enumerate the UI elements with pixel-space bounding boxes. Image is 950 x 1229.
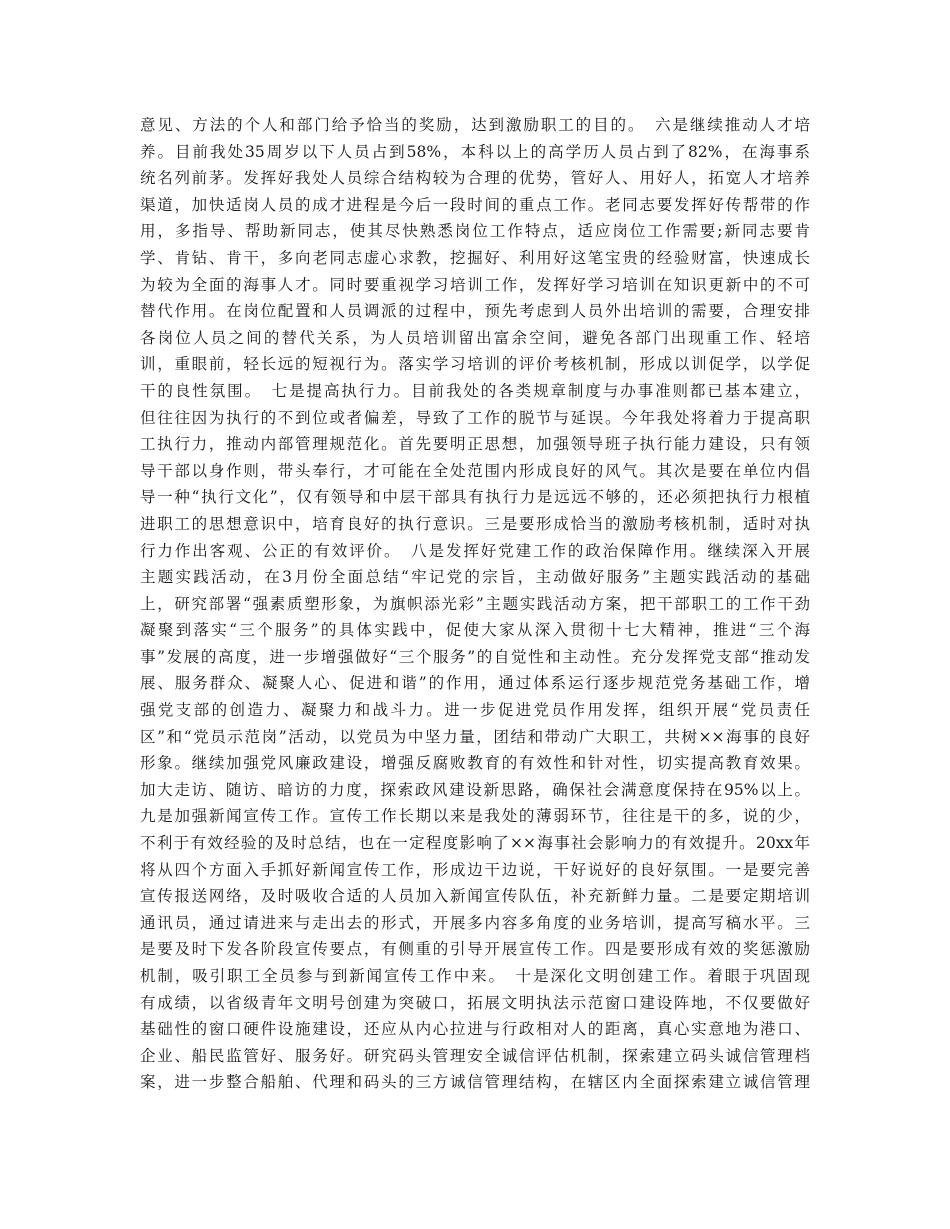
text-line: 将从四个方面入手抓好新闻宣传工作，形成边干边说，干好说好的良好氛围。一是要完善 — [140, 860, 810, 879]
text-line: 统名列前茅。发挥好我处人员综合结构较为合理的优势，管好人、用好人，拓宽人才培养 — [140, 169, 810, 188]
text-line: 上，研究部署“强素质塑形象，为旗帜添光彩”主题实践活动方案，把干部职工的工作干劲 — [140, 594, 810, 613]
text-line: 案，进一步整合船舶、代理和码头的三方诚信管理结构，在辖区内全面探索建立诚信管理 — [140, 1073, 810, 1092]
text-line: 有成绩，以省级青年文明号创建为突破口，拓展文明执法示范窗口建设阵地，不仅要做好 — [140, 993, 810, 1012]
text-line: 用，多指导、帮助新同志，使其尽快熟悉岗位工作特点，适应岗位工作需要;新同志要肯 — [140, 222, 810, 241]
text-line: 区”和“党员示范岗”活动，以党员为中坚力量，团结和带动广大职工，共树××海事的良好 — [140, 727, 810, 746]
text-line: 进职工的思想意识中，培育良好的执行意识。三是要形成恰当的激励考核机制，适时对执 — [140, 514, 810, 533]
text-line: 导一种“执行文化”，仅有领导和中层干部具有执行力是远远不够的，还必须把执行力根植 — [140, 488, 810, 507]
text-line: 通讯员，通过请进来与走出去的形式，开展多内容多角度的业务培训，提高写稿水平。三 — [140, 913, 810, 932]
text-line: 凝聚到落实“三个服务”的具体实践中，促使大家从深入贯彻十七大精神，推进“三个海 — [140, 621, 810, 640]
text-line: 展、服务群众、凝聚人心、促进和谐”的作用，通过体系运行逐步规范党务基础工作，增 — [140, 674, 810, 693]
text-line: 替代作用。在岗位配置和人员调派的过程中，预先考虑到人员外出培训的需要，合理安排 — [140, 302, 810, 321]
text-line: 渠道，加快适岗人员的成才进程是今后一段时间的重点工作。老同志要发挥好传帮带的作 — [140, 195, 810, 214]
text-line: 养。目前我处35周岁以下人员占到58%，本科以上的高学历人员占到了82%，在海事系 — [140, 142, 810, 161]
text-line: 但往往因为执行的不到位或者偏差，导致了工作的脱节与延误。今年我处将着力于提高职 — [140, 408, 810, 427]
text-line: 加大走访、随访、暗访的力度，探索政风建设新思路，确保社会满意度保持在95%以上。 — [140, 780, 810, 799]
text-line: 主题实践活动，在3月份全面总结“牢记党的宗旨，主动做好服务”主题实践活动的基础 — [140, 568, 810, 587]
text-line: 基础性的窗口硬件设施建设，还应从内心拉进与行政相对人的距离，真心实意地为港口、 — [140, 1020, 810, 1039]
text-line: 为较为全面的海事人才。同时要重视学习培训工作，发挥好学习培训在知识更新中的不可 — [140, 275, 810, 294]
text-line: 九是加强新闻宣传工作。宣传工作长期以来是我处的薄弱环节，往往是干的多，说的少， — [140, 807, 810, 826]
text-line: 宣传报送网络，及时吸收合适的人员加入新闻宣传队伍，补充新鲜力量。二是要定期培训 — [140, 887, 810, 906]
text-line: 是要及时下发各阶段宣传要点，有侧重的引导开展宣传工作。四是要形成有效的奖惩激励 — [140, 940, 810, 959]
text-line: 学、肯钻、肯干，多向老同志虚心求教，挖掘好、利用好这笔宝贵的经验财富，快速成长 — [140, 248, 810, 267]
text-line: 机制，吸引职工全员参与到新闻宣传工作中来。 十是深化文明创建工作。着眼于巩固现 — [140, 967, 810, 985]
text-line: 事”发展的高度，进一步增强做好“三个服务”的自觉性和主动性。充分发挥党支部“推动发 — [140, 647, 810, 666]
text-line: 各岗位人员之间的替代关系，为人员培训留出富余空间，避免各部门出现重工作、轻培 — [140, 328, 810, 347]
text-line: 强党支部的创造力、凝聚力和战斗力。进一步促进党员作用发挥，组织开展“党员责任 — [140, 701, 810, 720]
text-line: 不利于有效经验的及时总结，也在一定程度影响了××海事社会影响力的有效提升。20xx年 — [140, 834, 810, 853]
text-line: 行力作出客观、公正的有效评价。 八是发挥好党建工作的政治保障作用。继续深入开展 — [140, 541, 810, 560]
text-line: 训，重眼前，轻长远的短视行为。落实学习培训的评价考核机制，形成以训促学，以学促 — [140, 355, 810, 374]
text-line: 干的良性氛围。 七是提高执行力。目前我处的各类规章制度与办事准则都已基本建立， — [140, 381, 810, 400]
body-text — [140, 112, 810, 1096]
text-line: 企业、船民监管好、服务好。研究码头管理安全诚信评估机制，探索建立码头诚信管理档 — [140, 1046, 810, 1065]
text-line: 形象。继续加强党风廉政建设，增强反腐败教育的有效性和针对性，切实提高教育效果。 — [140, 754, 810, 773]
text-line: 导干部以身作则，带头奉行，才可能在全处范围内形成良好的风气。其次是要在单位内倡 — [140, 461, 810, 480]
text-line: 工执行力，推动内部管理规范化。首先要明正思想，加强领导班子执行能力建设，只有领 — [140, 435, 810, 454]
text-line: 意见、方法的个人和部门给予恰当的奖励，达到激励职工的目的。 六是继续推动人才培 — [140, 116, 810, 134]
